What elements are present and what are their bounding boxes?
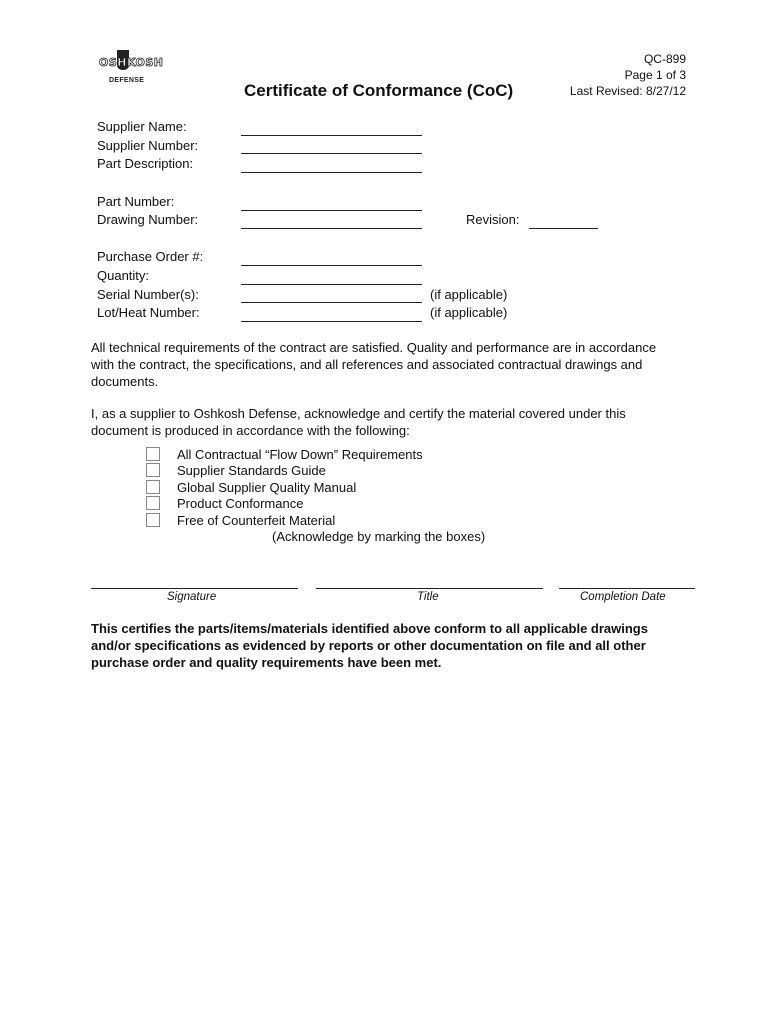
drawing-number-label: Drawing Number: — [97, 212, 199, 227]
supplier-name-field[interactable] — [241, 135, 422, 136]
oshkosh-defense-logo — [97, 50, 164, 90]
requirements-paragraph: All technical requirements of the contract are satisfied. Quality and performance are in accordance with the contract, the specifications, and all references and associated contractual drawings and documents. — [91, 340, 657, 389]
page-number: Page 1 of 3 — [624, 68, 686, 82]
purchase-order-field[interactable] — [241, 265, 422, 266]
signature-caption: Signature — [167, 591, 217, 603]
supplier-name-label: Supplier Name: — [97, 119, 187, 134]
part-description-label: Part Description: — [97, 156, 194, 171]
serial-applicable-note: (if applicable) — [430, 287, 508, 302]
counterfeit-free-checkbox[interactable] — [146, 513, 160, 527]
drawing-number-field[interactable] — [241, 228, 422, 229]
completion-date-caption: Completion Date — [580, 591, 666, 603]
supplier-number-label: Supplier Number: — [97, 138, 199, 153]
page-title: Certificate of Conformance (CoC) — [244, 81, 514, 100]
lot-applicable-note: (if applicable) — [430, 305, 508, 320]
flow-down-checkbox[interactable] — [146, 447, 160, 461]
title-field[interactable] — [316, 588, 543, 589]
checklist-item-label: Supplier Standards Guide — [177, 463, 326, 478]
purchase-order-label: Purchase Order #: — [97, 249, 204, 264]
quantity-label: Quantity: — [97, 268, 150, 283]
acknowledge-note: (Acknowledge by marking the boxes) — [272, 529, 486, 544]
part-description-field[interactable] — [241, 172, 422, 173]
completion-date-field[interactable] — [559, 588, 695, 589]
checklist-item-label: All Contractual “Flow Down” Requirements — [177, 447, 423, 462]
logo-sub-text: DEFENSE — [109, 77, 145, 84]
certification-statement: This certifies the parts/items/materials identified above conform to all applicable drawings and/or specifications as evidenced by reports or other documentation on file and all other purchase order and quality requirements have been met. — [91, 621, 648, 670]
part-number-label: Part Number: — [97, 194, 175, 209]
signature-field[interactable] — [91, 588, 298, 589]
document-info — [570, 51, 686, 99]
last-revised: Last Revised: 8/27/12 — [569, 84, 686, 98]
document-code: QC-899 — [643, 52, 686, 66]
serial-numbers-field[interactable] — [241, 302, 422, 303]
quality-manual-checkbox[interactable] — [146, 480, 160, 494]
supplier-standards-checkbox[interactable] — [146, 463, 160, 477]
logo-brand-text: OSHKOSH — [99, 56, 164, 69]
checklist-item-label: Free of Counterfeit Material — [177, 513, 336, 528]
checklist-item-label: Product Conformance — [177, 496, 304, 511]
lot-heat-number-label: Lot/Heat Number: — [97, 305, 200, 320]
quantity-field[interactable] — [241, 284, 422, 285]
part-number-field[interactable] — [241, 210, 422, 211]
revision-field[interactable] — [529, 228, 598, 229]
lot-heat-number-field[interactable] — [241, 321, 422, 322]
serial-numbers-label: Serial Number(s): — [97, 287, 199, 302]
title-caption: Title — [417, 591, 439, 603]
checklist-item-label: Global Supplier Quality Manual — [177, 480, 357, 495]
acknowledgement-paragraph: I, as a supplier to Oshkosh Defense, acknowledge and certify the material covered under this document is produced in accordance with the following: — [91, 406, 626, 438]
supplier-number-field[interactable] — [241, 153, 422, 154]
revision-label: Revision: — [466, 212, 520, 227]
product-conformance-checkbox[interactable] — [146, 496, 160, 510]
